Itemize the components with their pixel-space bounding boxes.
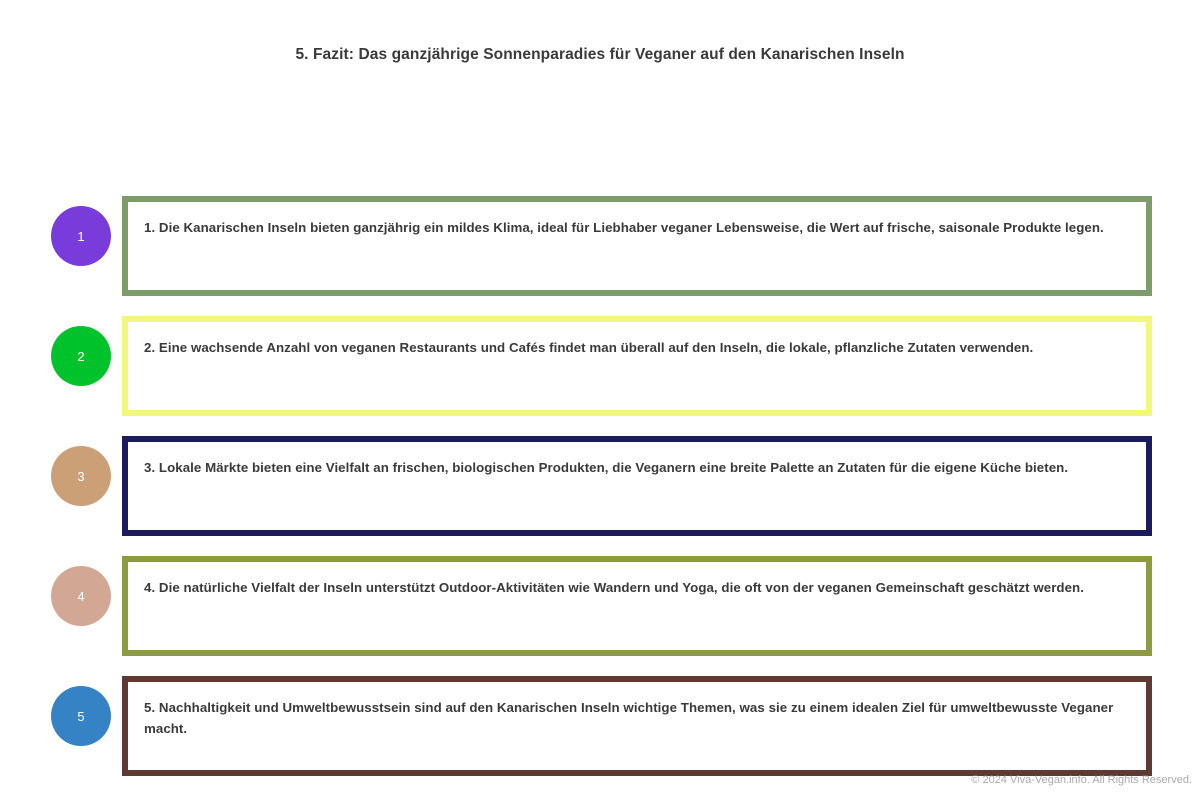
step-badge-number: 3 — [77, 468, 85, 484]
step-badge-number: 2 — [77, 348, 85, 364]
step-badge-number: 1 — [77, 228, 85, 244]
step-badge-2 — [51, 326, 111, 386]
list-item — [0, 316, 1200, 416]
callout-box-5 — [122, 676, 1152, 776]
list-item — [0, 556, 1200, 656]
callout-box-4 — [122, 556, 1152, 656]
callout-box-2 — [122, 316, 1152, 416]
callout-box-3 — [122, 436, 1152, 536]
page-title: 5. Fazit: Das ganzjährige Sonnenparadies für Veganer auf den Kanarischen Inseln — [295, 46, 905, 63]
list-item — [0, 676, 1200, 776]
conclusion-list — [0, 196, 1200, 796]
step-badge-number: 5 — [77, 708, 85, 724]
step-badge-4 — [51, 566, 111, 626]
callout-text: 5. Nachhaltigkeit und Umweltbewusstsein sind auf den Kanarischen Inseln wichtige Themen, was sie zu einem idealen Ziel für umweltbewusste Veganer macht. — [144, 700, 1114, 736]
step-badge-3 — [51, 446, 111, 506]
step-badge-1 — [51, 206, 111, 266]
callout-text: 3. Lokale Märkte bieten eine Vielfalt an frischen, biologischen Produkten, die Veganern eine breite Palette an Zutaten für die eigene Küche bieten. — [144, 460, 1069, 475]
callout-text: 4. Die natürliche Vielfalt der Inseln unterstützt Outdoor-Aktivitäten wie Wandern und Yoga, die oft von der veganen Gemeinschaft geschätzt werden. — [144, 580, 1084, 595]
callout-text: 1. Die Kanarischen Inseln bieten ganzjährig ein mildes Klima, ideal für Liebhaber veganer Lebensweise, die Wert auf frische, saisonale Produkte legen. — [144, 220, 1104, 235]
callout-box-1 — [122, 196, 1152, 296]
list-item — [0, 196, 1200, 296]
step-badge-number: 4 — [77, 588, 85, 604]
step-badge-5 — [51, 686, 111, 746]
list-item — [0, 436, 1200, 536]
copyright-footer: © 2024 Viva-Vegan.info. All Rights Reserved. — [971, 774, 1192, 786]
callout-text: 2. Eine wachsende Anzahl von veganen Restaurants und Cafés findet man überall auf den Inseln, die lokale, pflanzliche Zutaten verwenden. — [144, 340, 1034, 355]
